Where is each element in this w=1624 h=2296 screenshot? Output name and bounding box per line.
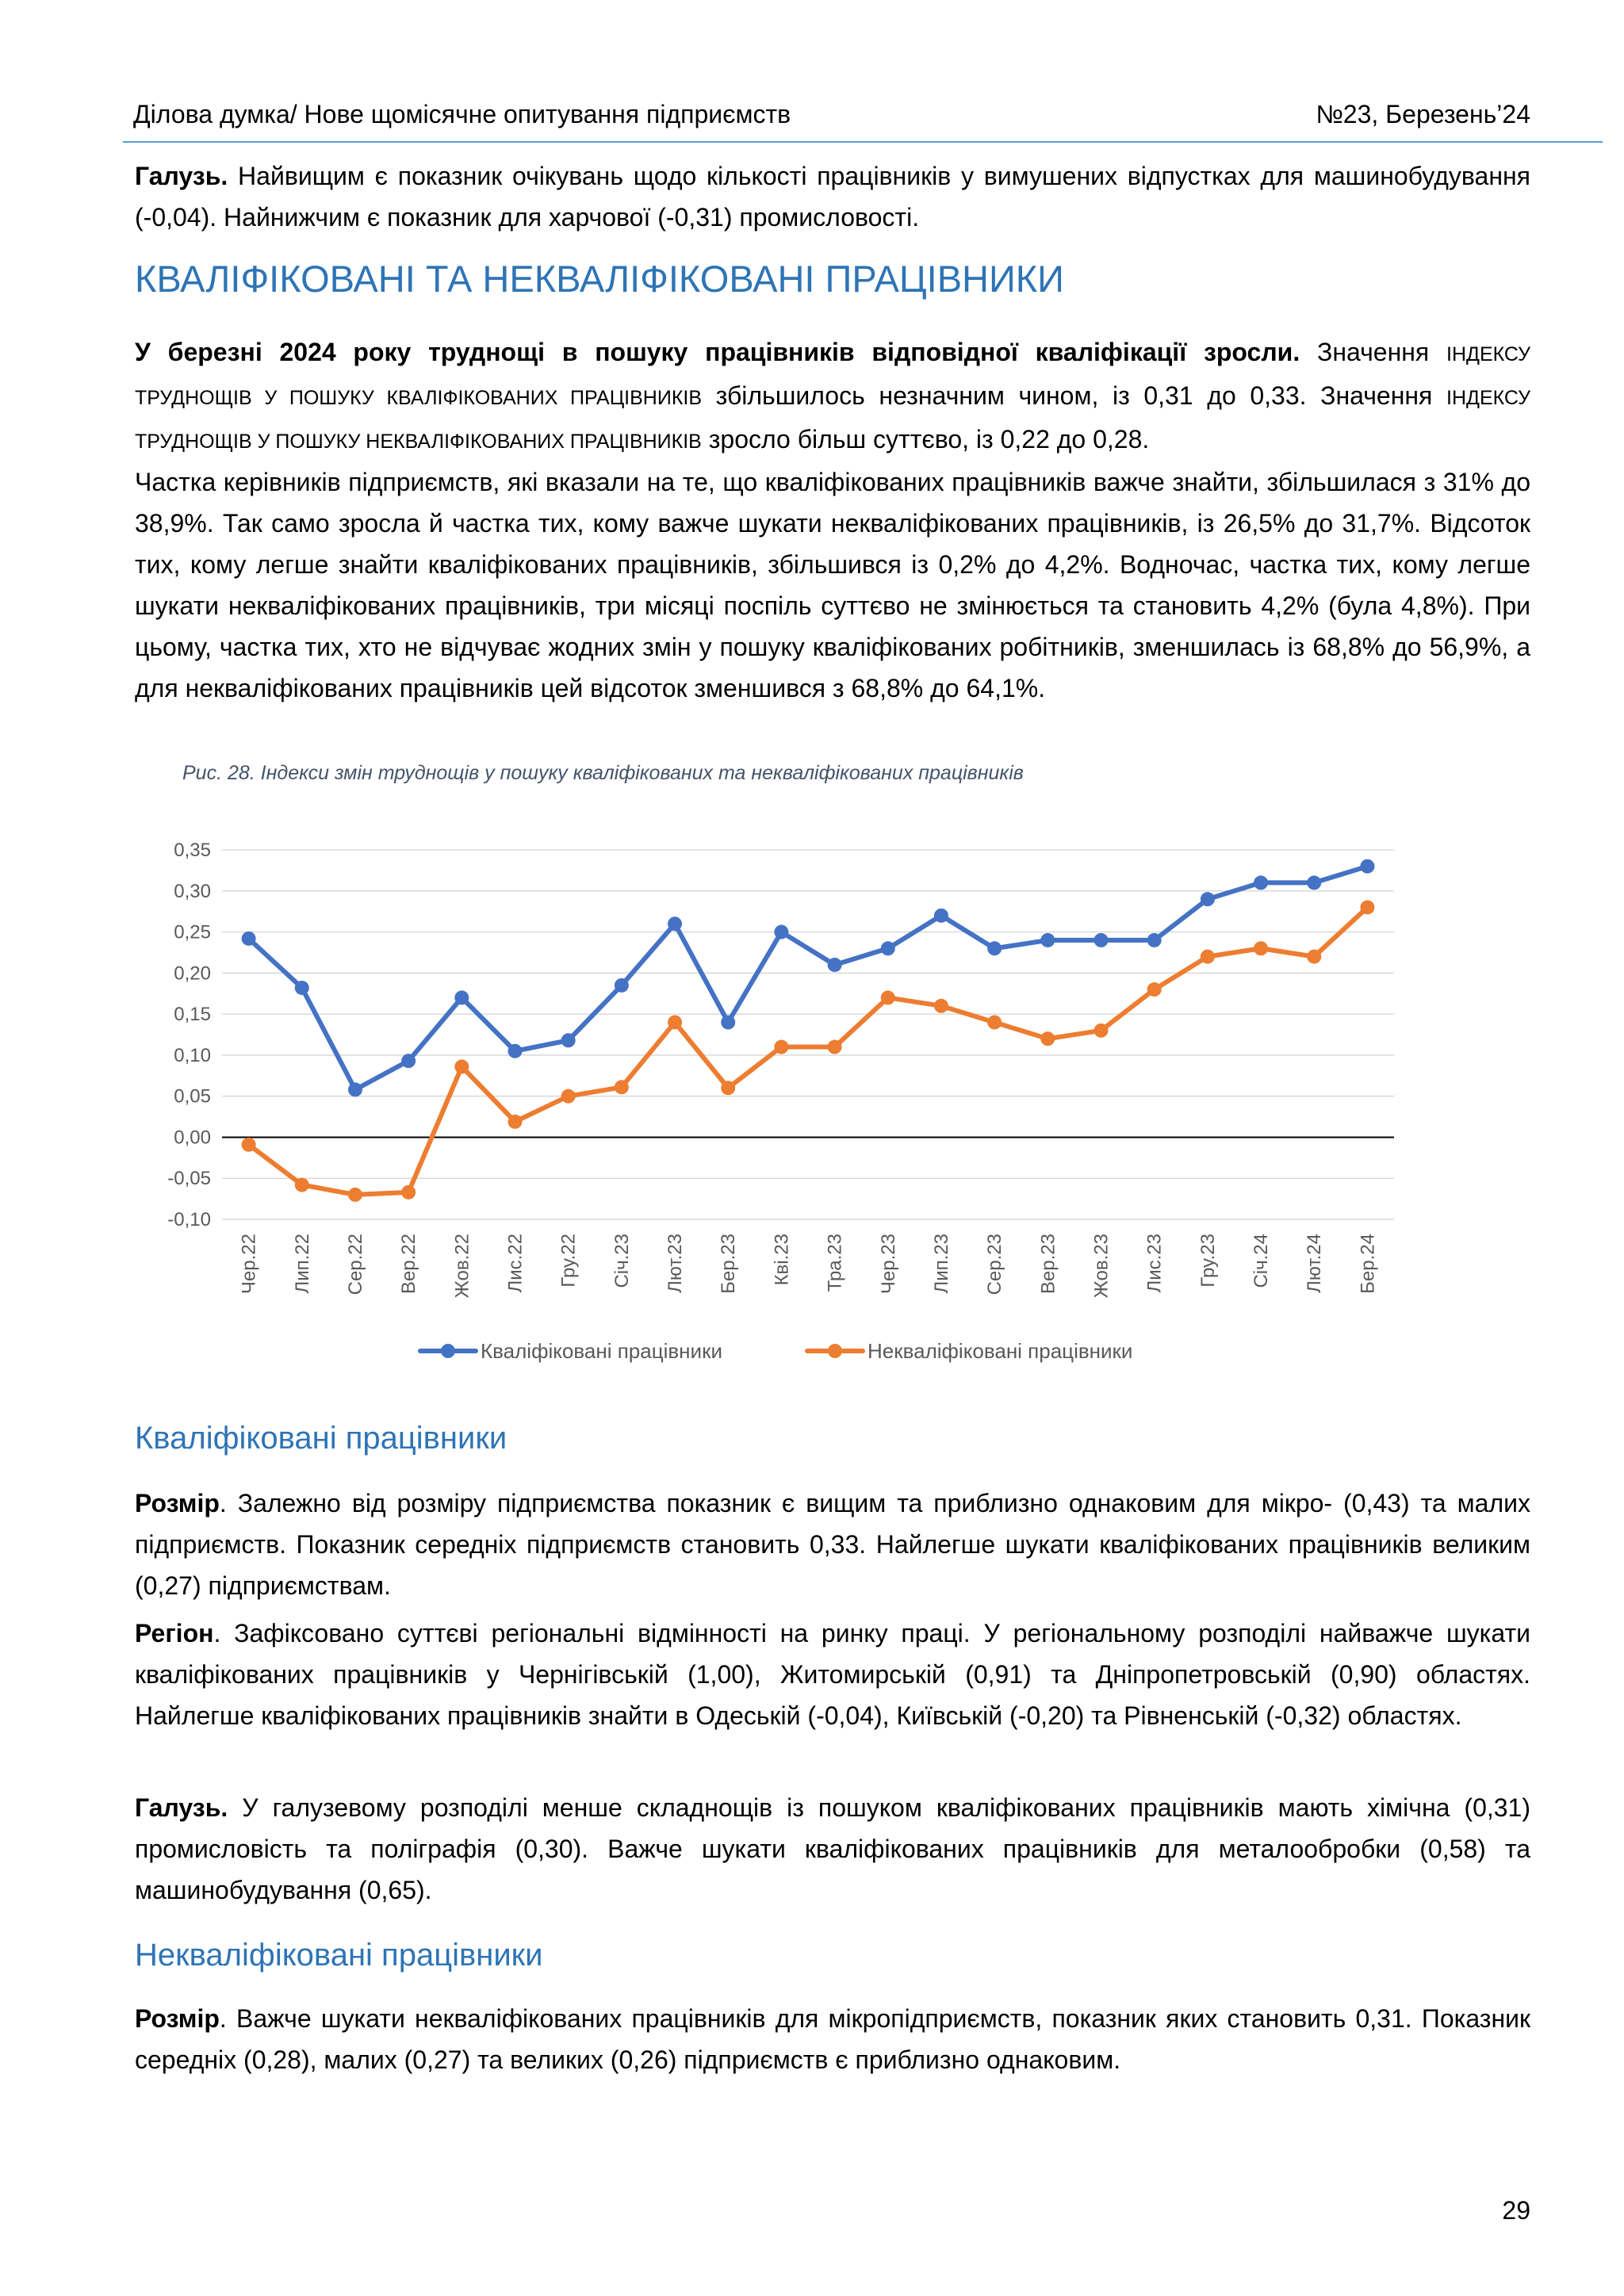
summary-text-1: Значення — [1300, 338, 1447, 366]
data-point — [295, 981, 309, 995]
header-publication-title: Ділова думка/ Нове щомісячне опитування підприємств — [133, 100, 791, 128]
summary-text-3: зросло більш суттєво, із 0,22 до 0,28. — [701, 425, 1150, 453]
data-point — [1040, 933, 1055, 947]
legend-swatch-marker — [441, 1344, 455, 1358]
y-tick-label: 0,20 — [174, 962, 211, 985]
x-tick-label: Лип.22 — [291, 1234, 313, 1294]
section-title: КВАЛІФІКОВАНІ ТА НЕКВАЛІФІКОВАНІ ПРАЦІВНИКИ — [135, 258, 1064, 300]
data-point — [1254, 941, 1268, 955]
data-point — [987, 1015, 1002, 1029]
line-chart — [135, 801, 1530, 1403]
data-point — [561, 1089, 576, 1104]
data-point — [934, 909, 948, 923]
x-tick-label: Лют.23 — [665, 1234, 687, 1293]
legend-label: Некваліфіковані працівники — [868, 1339, 1133, 1363]
data-point — [508, 1115, 523, 1129]
data-point — [348, 1188, 362, 1202]
data-point — [774, 925, 788, 939]
x-tick-label: Гру.23 — [1197, 1234, 1219, 1288]
x-tick-label: Чер.22 — [238, 1234, 260, 1295]
data-point — [508, 1044, 523, 1058]
data-point — [561, 1033, 576, 1047]
header-divider — [123, 141, 1603, 143]
shares-paragraph: Частка керівників підприємств, які вказали на те, що кваліфікованих працівників важче знайти, збільшилася з 31% до 38,9%. Так само зросла й частка тих, кому важче шукати некваліфікованих працівників, із 26,5% до 31,7%. Відсоток тих, кому легше знайти кваліфікованих працівників, збільшився із 0,2% до 4,2%. Водночас, частка тих, кому легше шукати некваліфікованих працівників, три місяці поспіль суттєво не змінюється та становить 4,2% (була 4,8%). При цьому, частка тих, хто не відчуває жодних змін у пошуку кваліфікованих робітників, зменшилась із 68,8% до 56,9%, а для некваліфікованих працівників цей відсоток зменшився з 68,8% до 64,1%. — [135, 468, 1530, 702]
data-point — [881, 941, 895, 955]
x-tick-label: Лют.24 — [1304, 1234, 1326, 1293]
skilled-region-paragraph — [135, 1613, 1530, 1736]
y-tick-label: 0,25 — [174, 921, 211, 943]
data-point — [615, 1080, 629, 1094]
chart-canvas — [135, 801, 1530, 1403]
data-point — [1094, 933, 1109, 947]
x-tick-label: Кві.23 — [771, 1234, 793, 1286]
data-point — [454, 990, 469, 1004]
x-tick-label: Вер.23 — [1037, 1234, 1059, 1295]
unskilled-size-paragraph — [135, 1998, 1530, 2080]
data-point — [615, 978, 629, 993]
unskilled-size-text: . Важче шукати некваліфікованих працівників для мікропідприємств, показник яких становить 0,31. Показник середніх (0,28), малих (0,27) та великих (0,26) підприємств є приблизно однаковим. — [135, 2004, 1530, 2074]
x-tick-label: Жов.22 — [451, 1234, 473, 1299]
figure-caption: Рис. 28. Індекси змін труднощів у пошуку кваліфікованих та некваліфікованих працівників — [182, 762, 1024, 784]
index-term-skilled: ІНДЕКСУ ТРУДНОЩІВ У ПОШУКУ КВАЛІФІКОВАНИХ ПРАЦІВНИКІВ — [135, 343, 1531, 409]
data-point — [1147, 982, 1162, 997]
data-point — [721, 1081, 735, 1095]
data-point — [454, 1059, 469, 1073]
data-point — [828, 1040, 842, 1054]
x-tick-label: Гру.22 — [557, 1234, 580, 1288]
summary-text-2: збільшилось незначним чином, із 0,31 до 0,33. Значення — [702, 381, 1447, 410]
data-point — [1147, 933, 1162, 947]
x-tick-label: Лис.22 — [504, 1234, 527, 1293]
data-point — [242, 932, 256, 946]
intro-text: Найвищим є показник очікувань щодо кількості працівників у вимушених відпустках для машинобудування (-0,04). Найнижчим є показник для харчової (-0,31) промисловості. — [135, 162, 1531, 232]
data-point — [401, 1054, 416, 1068]
skilled-size-text: . Залежно від розміру підприємства показник є вищим та приблизно однаковим для мікро- (0,43) та малих підприємств. Показник середніх підприємств становить 0,33. Найлегше шукати кваліфікованих працівників великим (0,27) підприємствам. — [135, 1489, 1530, 1600]
y-tick-label: 0,35 — [174, 840, 211, 861]
y-tick-label: -0,10 — [167, 1209, 211, 1230]
skilled-region-label: Регіон — [135, 1619, 214, 1647]
summary-lead: У березні 2024 року труднощі в пошуку працівників відповідної кваліфікації зросли. — [135, 338, 1300, 366]
skilled-industry-label: Галузь. — [135, 1793, 228, 1822]
y-tick-label: -0,05 — [167, 1168, 211, 1190]
x-tick-label: Жов.23 — [1090, 1234, 1113, 1299]
y-tick-label: 0,15 — [174, 1004, 211, 1026]
data-point — [1094, 1024, 1109, 1038]
data-point — [1040, 1031, 1055, 1046]
data-point — [774, 1040, 788, 1054]
data-point — [1307, 875, 1321, 890]
intro-paragraph — [135, 155, 1530, 238]
data-point — [987, 941, 1002, 955]
data-point — [721, 1015, 735, 1029]
x-tick-label: Бер.24 — [1357, 1234, 1379, 1294]
x-tick-label: Сер.22 — [344, 1234, 366, 1295]
page-number: 29 — [1502, 2196, 1530, 2225]
y-tick-label: 0,00 — [174, 1127, 211, 1149]
skilled-industry-text: У галузевому розподілі менше складнощів із пошуком кваліфікованих працівників мають хімічна (0,31) промисловість та поліграфія (0,30). Важче шукати кваліфікованих працівників для металообробки (0,58) та машинобудування (0,65). — [135, 1793, 1530, 1904]
skilled-region-text: . Зафіксовано суттєві регіональні відмінності на ринку праці. У регіональному розподілі найважче шукати кваліфікованих працівників у Чернігівській (1,00), Житомирській (0,91) та Дніпропетровській (0,90) областях. Найлегше кваліфікованих працівників знайти в Одеській (-0,04), Київській (-0,20) та Рівненській (-0,32) областях. — [135, 1619, 1530, 1730]
legend-label: Кваліфіковані працівники — [481, 1339, 722, 1363]
data-point — [668, 1015, 682, 1029]
data-point — [881, 990, 895, 1004]
skilled-industry-paragraph — [135, 1787, 1530, 1911]
series-line — [249, 867, 1368, 1090]
subsection-title-unskilled: Некваліфіковані працівники — [135, 1938, 543, 1973]
data-point — [1307, 950, 1321, 964]
x-tick-label: Бер.23 — [718, 1234, 740, 1294]
data-point — [934, 999, 948, 1013]
x-tick-label: Лис.23 — [1143, 1234, 1166, 1293]
y-tick-label: 0,10 — [174, 1044, 211, 1066]
data-point — [1254, 875, 1268, 890]
x-tick-label: Лип.23 — [930, 1234, 952, 1294]
x-tick-label: Вер.22 — [398, 1234, 420, 1295]
x-tick-label: Січ.24 — [1251, 1234, 1273, 1288]
x-tick-label: Чер.23 — [877, 1234, 899, 1295]
data-point — [1201, 892, 1215, 906]
data-point — [295, 1178, 309, 1192]
summary-paragraph — [135, 331, 1530, 462]
x-tick-label: Січ.23 — [611, 1234, 633, 1288]
index-term-unskilled: ІНДЕКСУ ТРУДНОЩІВ У ПОШУКУ НЕКВАЛІФІКОВАНИХ ПРАЦІВНИКІВ — [135, 387, 1531, 453]
data-point — [1201, 950, 1215, 964]
intro-label: Галузь. — [135, 162, 228, 190]
running-header — [133, 98, 1530, 130]
unskilled-size-label: Розмір — [135, 2004, 220, 2033]
subsection-title-skilled: Кваліфіковані працівники — [135, 1421, 508, 1456]
legend-swatch-marker — [828, 1344, 842, 1358]
data-point — [1360, 859, 1374, 874]
x-tick-label: Сер.23 — [984, 1234, 1006, 1295]
data-point — [348, 1082, 362, 1096]
skilled-size-label: Розмір — [135, 1489, 220, 1517]
data-point — [242, 1138, 256, 1152]
skilled-size-paragraph — [135, 1483, 1530, 1606]
data-point — [1360, 900, 1374, 914]
data-point — [668, 916, 682, 931]
data-point — [828, 958, 842, 972]
x-tick-label: Тра.23 — [824, 1234, 846, 1292]
header-issue-number: №23, Березень’24 — [1316, 100, 1530, 128]
y-tick-label: 0,05 — [174, 1085, 211, 1108]
data-point — [401, 1185, 416, 1200]
y-tick-label: 0,30 — [174, 880, 211, 902]
